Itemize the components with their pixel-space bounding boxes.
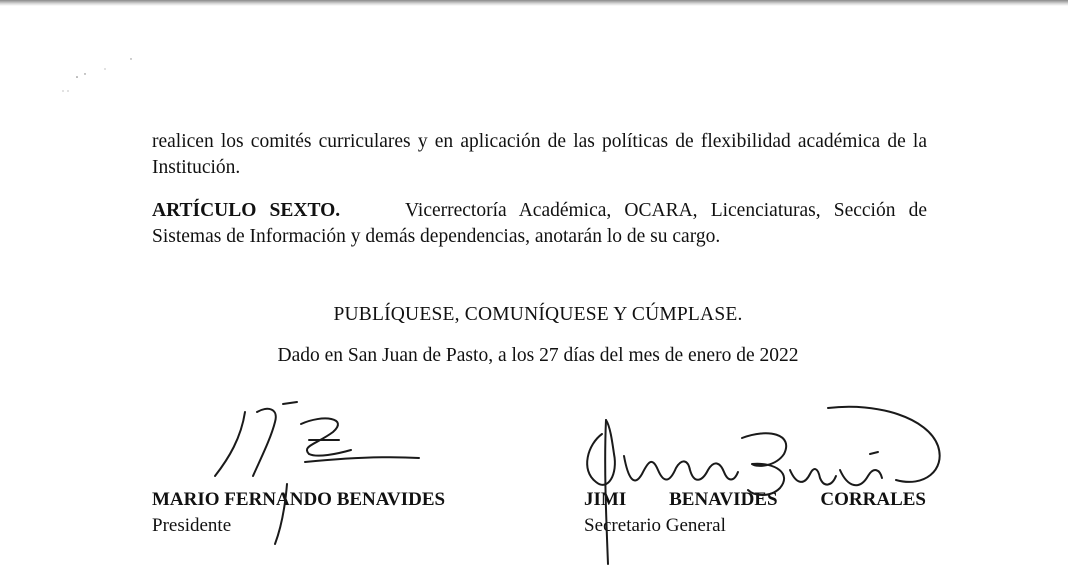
closing-formula: PUBLÍQUESE, COMUNÍQUESE Y CÚMPLASE.	[333, 304, 743, 325]
scan-specks	[55, 55, 145, 95]
right-signatory	[584, 487, 926, 539]
scan-top-edge	[0, 0, 1068, 6]
article-sexto-text: Vicerrectoría Académica, OCARA, Licenciaturas, Sección de Sistemas de Información y demás dependencias, anotarán lo de su cargo.	[152, 200, 928, 247]
right-signatory-name-first: JIMI	[584, 489, 627, 510]
right-signatory-title: Secretario General	[584, 515, 726, 536]
right-signatory-name	[584, 487, 926, 513]
article-sexto	[152, 198, 927, 250]
left-signatory-title: Presidente	[152, 515, 232, 536]
left-signatory	[152, 487, 445, 539]
date-line: Dado en San Juan de Pasto, a los 27 días del mes de enero de 2022	[277, 345, 799, 366]
right-signatory-name-middle: BENAVIDES	[669, 489, 778, 510]
left-signatory-name: MARIO FERNANDO BENAVIDES	[152, 489, 446, 510]
right-signatory-name-last: CORRALES	[820, 489, 926, 510]
paragraph-continuation: realicen los comités curriculares y en aplicación de las políticas de flexibilidad académica de la Institución.	[152, 131, 927, 178]
article-sexto-heading: ARTÍCULO SEXTO.	[152, 200, 341, 221]
